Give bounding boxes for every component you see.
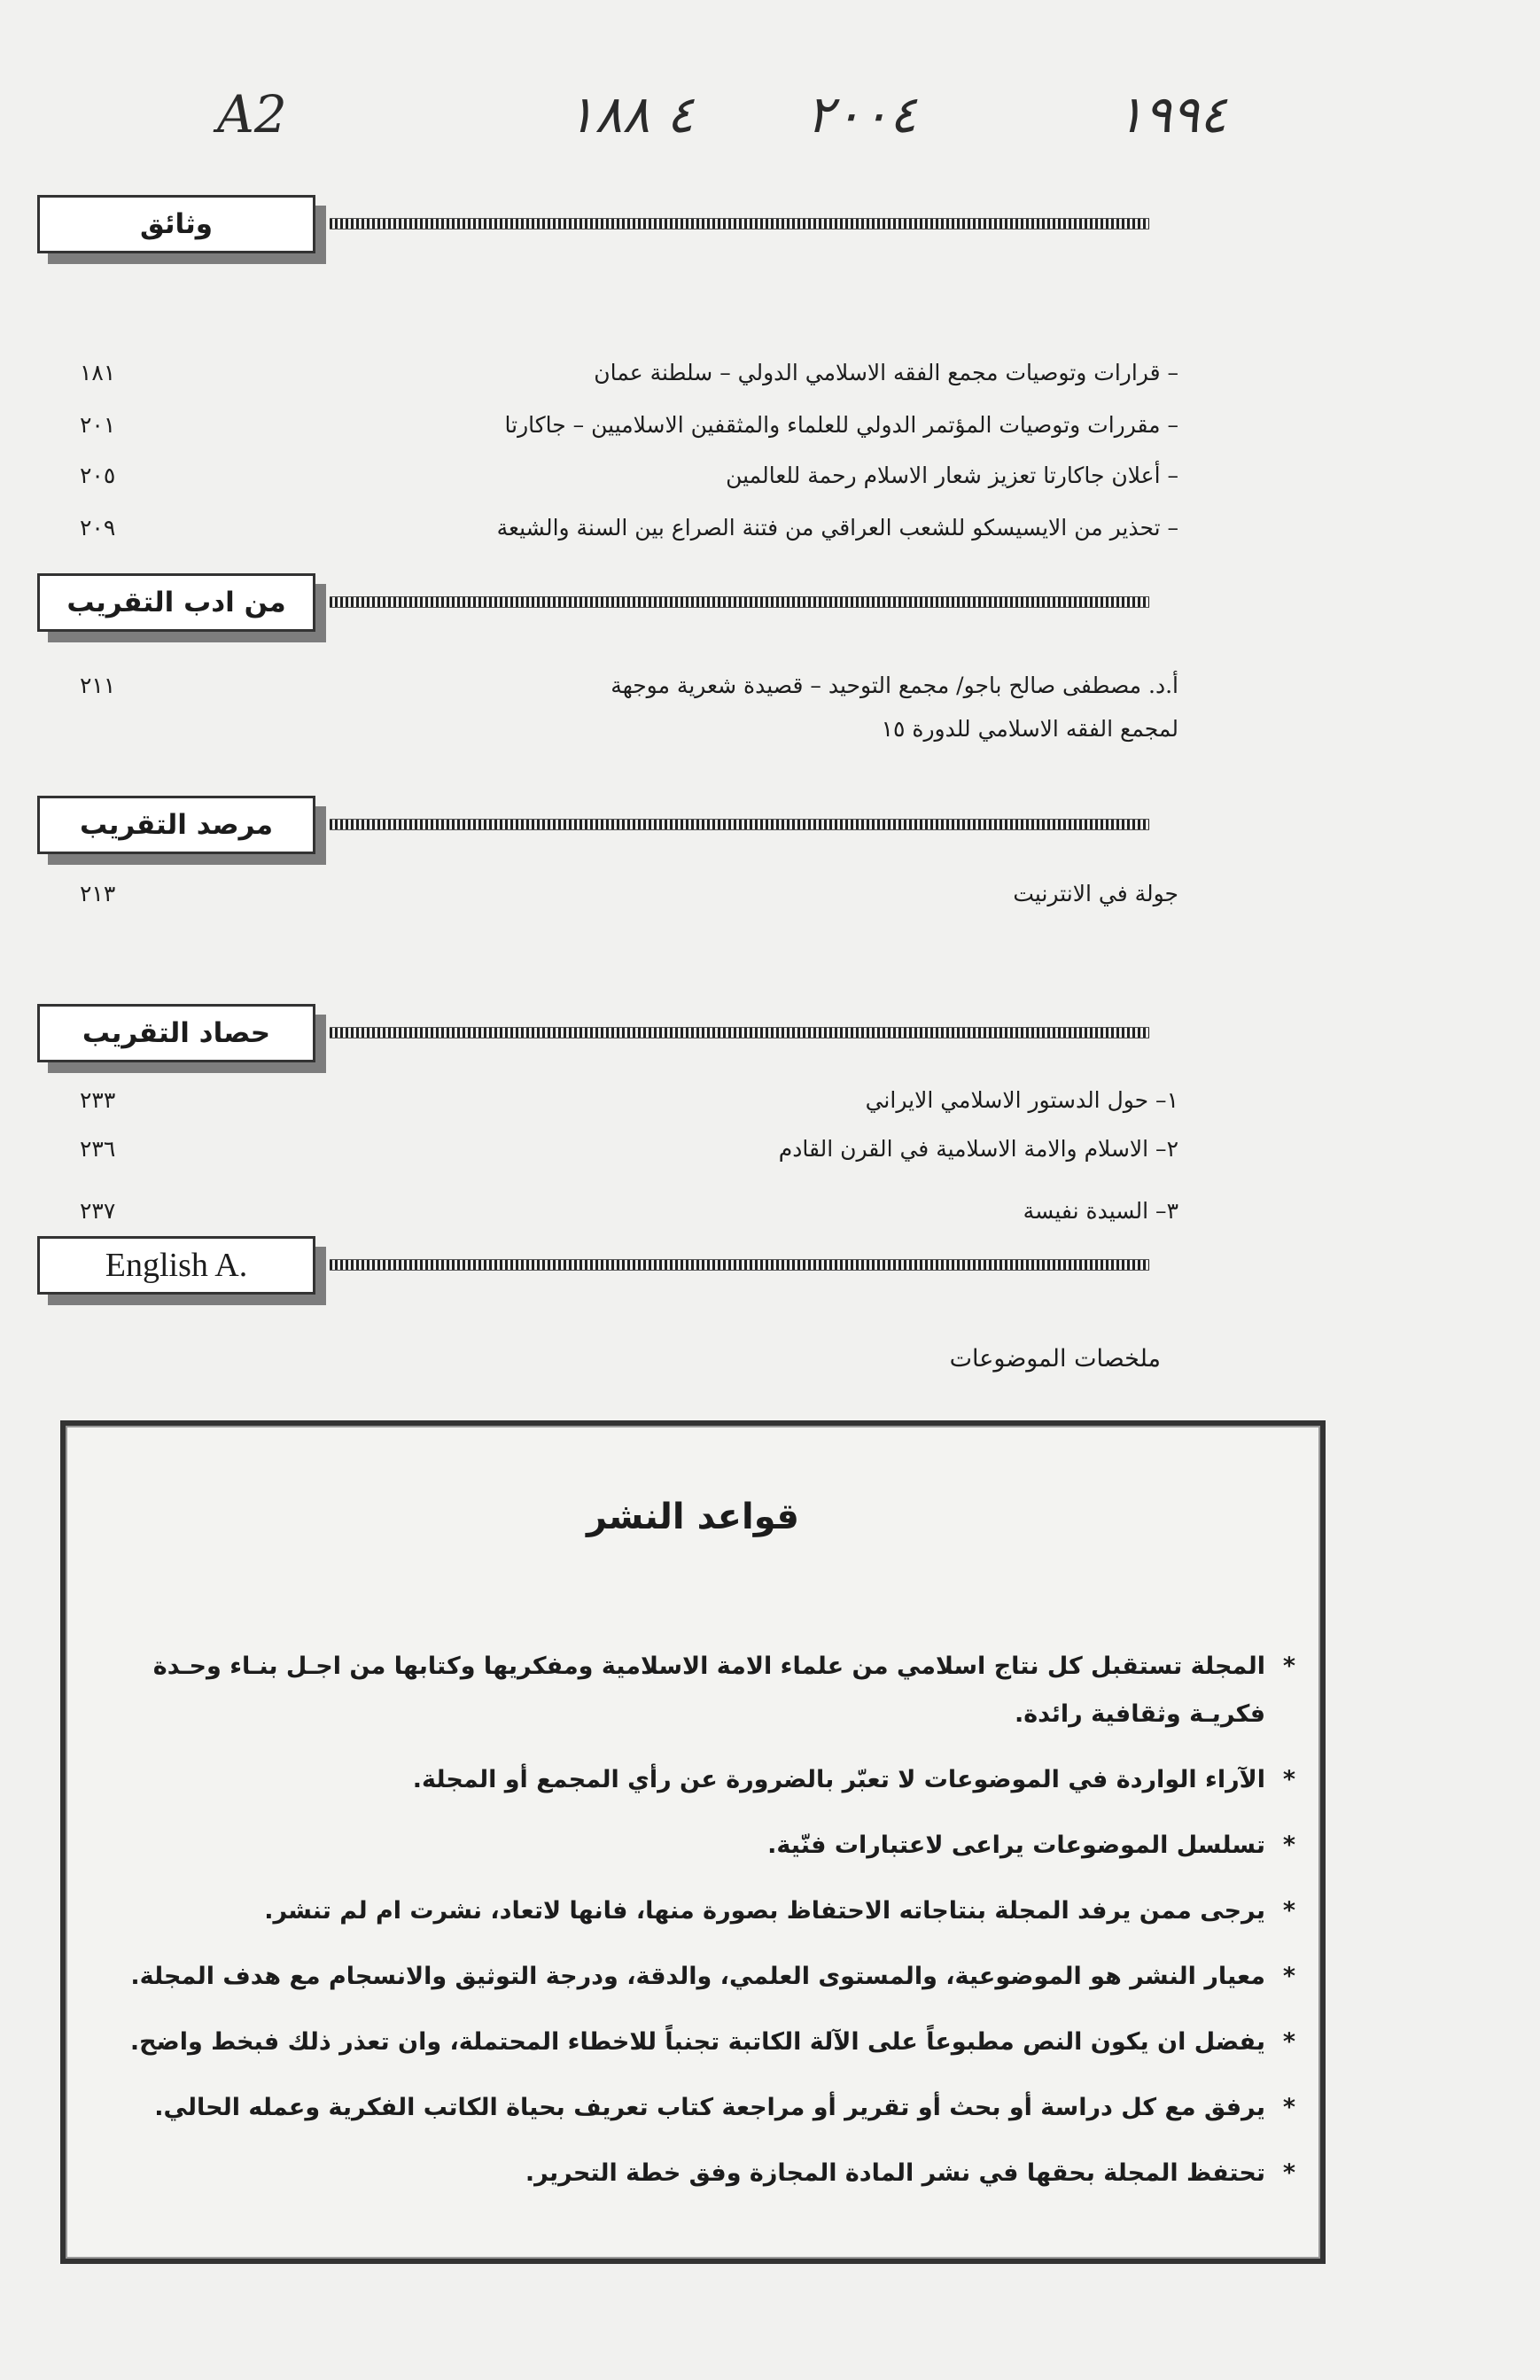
rule-item: * يرجى ممن يرفد المجلة بنتاجاته الاحتفاظ بصورة منها، فانها لاتعاد، نشرت ام لم تنشر.	[110, 1887, 1295, 1935]
toc-entry-title: جولة في الانترنيت	[1013, 880, 1178, 906]
rule-item: * المجلة تستقبل كل نتاج اسلامي من علماء الامة الاسلامية ومفكريها وكتابها من اجـل بنـاء وحـدة فكريـة وثقافية رائدة.	[110, 1643, 1295, 1738]
handwritten-note-a2: A2	[217, 84, 287, 144]
toc-entry-page: ٢١٣	[80, 880, 116, 906]
section-rule	[330, 819, 1149, 830]
toc-entry[interactable]	[80, 1079, 1178, 1120]
section-label: حصاد التقريب	[37, 1004, 315, 1062]
handwritten-note-year-1994: ١٩٩٤	[1116, 84, 1227, 144]
toc-entry-title: – قرارات وتوصيات مجمع الفقه الاسلامي الدولي – سلطنة عمان	[594, 359, 1178, 385]
section-label: من ادب التقريب	[37, 573, 315, 632]
rule-item: * معيار النشر هو الموضوعية، والمستوى العلمي، والدقة، ودرجة التوثيق والانسجام مع هدف المجلة.	[110, 1953, 1295, 2001]
handwritten-note-issue: ٤ ١٨٨	[567, 84, 695, 144]
toc-entry-page: ٢١١	[80, 672, 116, 698]
section-label: English A.	[37, 1236, 315, 1295]
rule-item: * تحتفظ المجلة بحقها في نشر المادة المجازة وفق خطة التحرير.	[110, 2150, 1295, 2197]
toc-entry-page: ٢٠١	[80, 411, 116, 438]
toc-entry[interactable]	[80, 873, 1178, 914]
toc-entry[interactable]	[80, 455, 1178, 495]
toc-entry-page: ٢٣٦	[80, 1135, 116, 1162]
rule-item: * الآراء الواردة في الموضوعات لا تعبّر بالضرورة عن رأي المجمع أو المجلة.	[110, 1756, 1295, 1804]
section-harvest	[37, 1004, 1149, 1069]
toc-entry-title: أ.د. مصطفى صالح باجو/ مجمع التوحيد – قصيدة شعرية موجهة	[611, 672, 1178, 698]
handwritten-note-year-2004: ٢٠٠٤	[806, 84, 917, 144]
section-label: وثائق	[37, 195, 315, 253]
toc-entry-page: ١٨١	[80, 359, 116, 385]
toc-entry-page: ٢٠٩	[80, 514, 116, 541]
section-label: مرصد التقريب	[37, 796, 315, 854]
toc-entry[interactable]	[80, 1190, 1178, 1231]
rule-item: * يفضل ان يكون النص مطبوعاً على الآلة الكاتبة تجنباً للاخطاء المحتملة، وان تعذر ذلك فبخط واضح.	[110, 2018, 1295, 2066]
section-rule	[330, 1259, 1149, 1271]
toc-entry-page: ٢٠٥	[80, 462, 116, 488]
toc-entry-title: – أعلان جاكارتا تعزيز شعار الاسلام رحمة للعالمين	[726, 462, 1178, 488]
toc-entry-title: ٣– السيدة نفيسة	[1023, 1197, 1178, 1224]
section-rule	[330, 218, 1149, 229]
publication-rules-box	[60, 1420, 1326, 2264]
toc-entry[interactable]	[80, 352, 1178, 393]
toc-entry[interactable]	[80, 1128, 1178, 1169]
section-documents	[37, 195, 1149, 261]
section-observatory	[37, 796, 1149, 861]
rules-title: قواعد النشر	[587, 1497, 799, 1537]
toc-entry[interactable]	[80, 404, 1178, 445]
toc-entry[interactable]	[80, 507, 1178, 548]
toc-entry-title: ٢– الاسلام والامة الاسلامية في القرن القادم	[778, 1135, 1178, 1162]
toc-entry-title: ١– حول الدستور الاسلامي الايراني	[865, 1086, 1178, 1113]
section-rule	[330, 1027, 1149, 1038]
english-abstracts-label: ملخصات الموضوعات	[949, 1345, 1161, 1373]
rule-item: * يرفق مع كل دراسة أو بحث أو تقرير أو مراجعة كتاب تعريف بحياة الكاتب الفكرية وعمله الحالي.	[110, 2084, 1295, 2132]
toc-entry-page: ٢٣٣	[80, 1086, 116, 1113]
rules-list	[110, 1643, 1295, 2197]
rule-item: * تسلسل الموضوعات يراعى لاعتبارات فنّية.	[110, 1822, 1295, 1870]
section-english	[37, 1236, 1149, 1302]
toc-entry-title: – مقررات وتوصيات المؤتمر الدولي للعلماء والمثقفين الاسلاميين – جاكارتا	[504, 411, 1178, 438]
toc-entry[interactable]	[80, 665, 1178, 705]
section-literature	[37, 573, 1149, 639]
toc-entry-page: ٢٣٧	[80, 1197, 116, 1224]
toc-entry-subtitle: لمجمع الفقه الاسلامي للدورة ١٥	[881, 716, 1178, 742]
section-rule	[330, 596, 1149, 608]
toc-entry-title: – تحذير من الايسيسكو للشعب العراقي من فتنة الصراع بين السنة والشيعة	[496, 514, 1178, 541]
